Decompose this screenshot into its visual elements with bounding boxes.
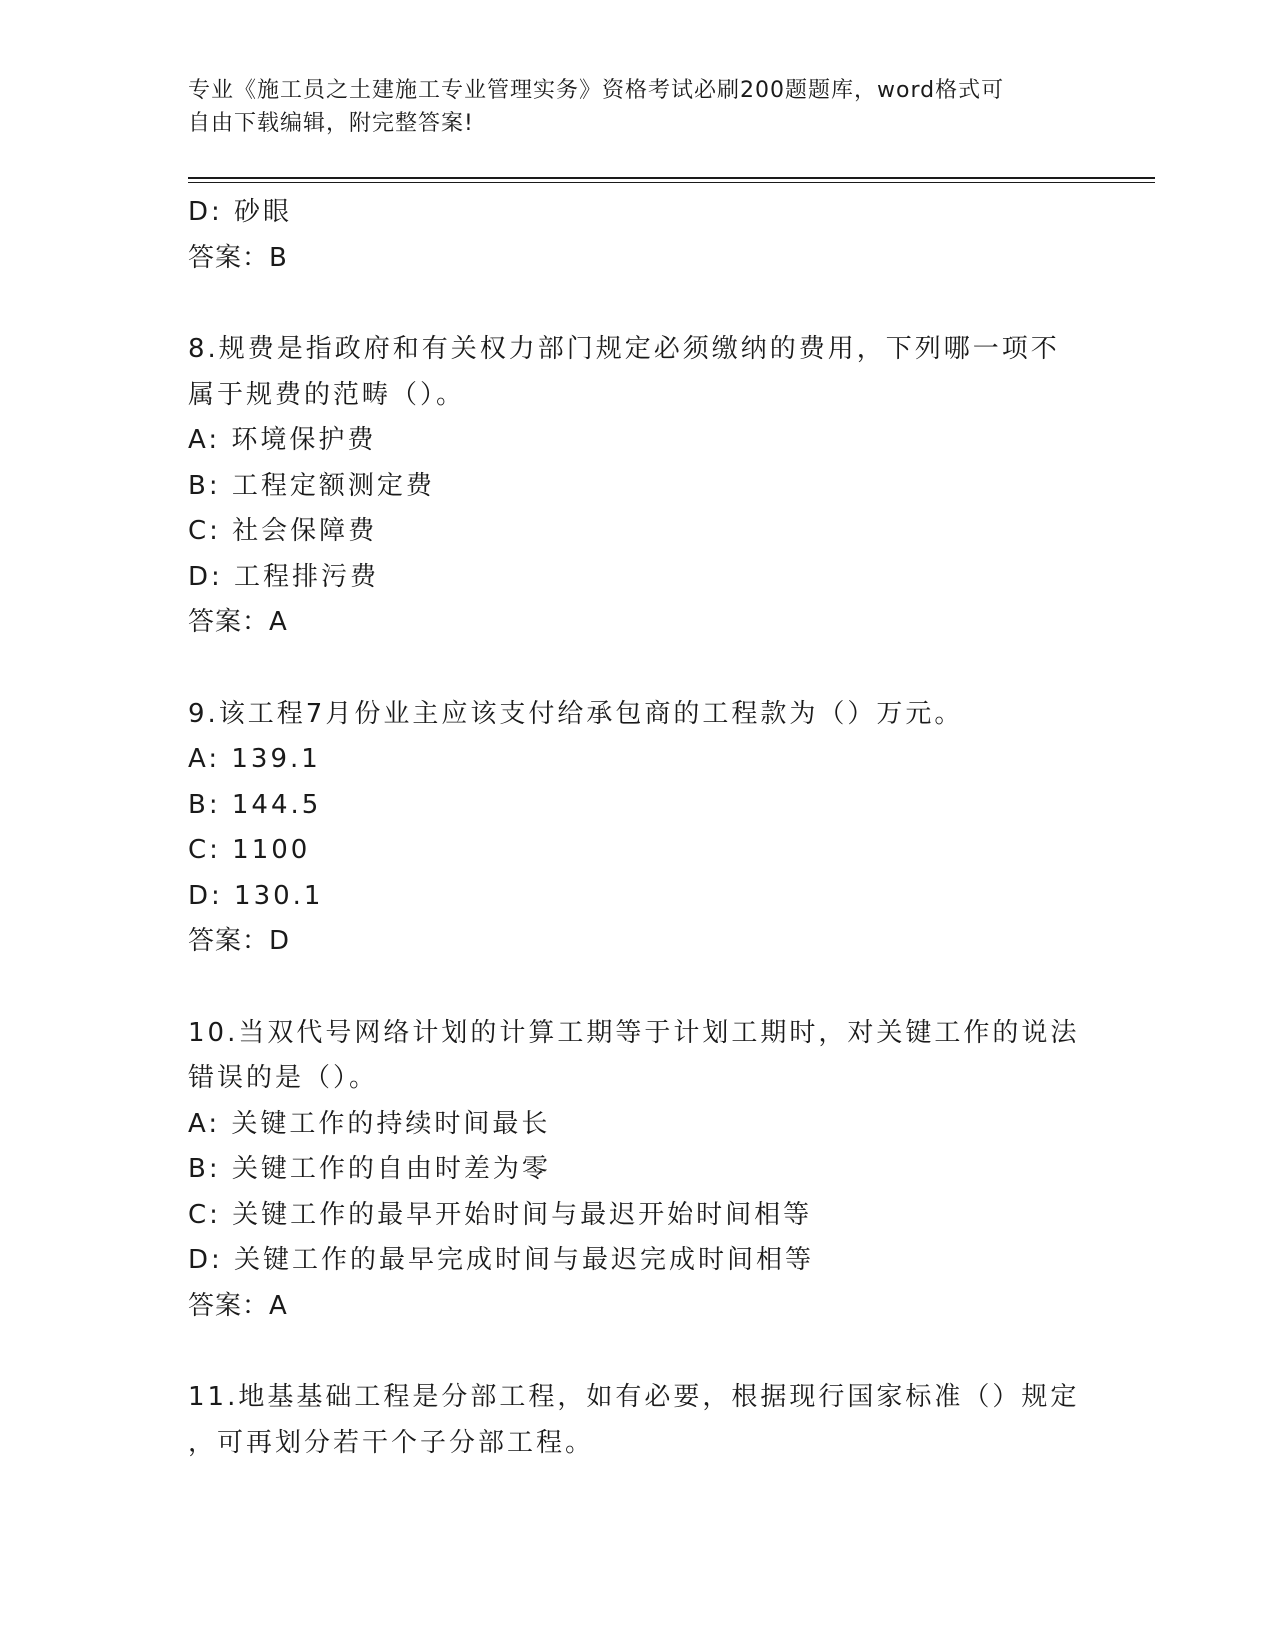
spacer <box>188 965 1088 1011</box>
spacer <box>188 646 1088 692</box>
question-8-option-c: C: 社会保障费 <box>188 516 378 546</box>
question-10-option-b: B: 关键工作的自由时差为零 <box>188 1154 551 1184</box>
question-9-option-c: C: 1100 <box>188 835 311 865</box>
spacer <box>188 1329 1088 1375</box>
header-rule-thin <box>188 182 1155 183</box>
question-8-option-d: D: 工程排污费 <box>188 561 380 592</box>
question-9-title-line-1: 9.该工程7月份业主应该支付给承包商的工程款为（）万元。 <box>188 698 964 729</box>
prev-answer: 答案：B <box>188 242 288 273</box>
document-header <box>188 74 1068 140</box>
question-10-title-line-2: 错误的是（）。 <box>188 1063 379 1093</box>
question-10-option-a: A: 关键工作的持续时间最长 <box>188 1108 551 1139</box>
question-11-title-line-1: 11.地基基础工程是分部工程，如有必要，根据现行国家标准（）规定 <box>188 1382 1080 1412</box>
header-rule-thick <box>188 177 1155 179</box>
header-line-1: 专业《施工员之土建施工专业管理实务》资格考试必刷200题题库，word格式可 <box>188 78 1005 103</box>
question-8-title-line-1: 8.规费是指政府和有关权力部门规定必须缴纳的费用，下列哪一项不 <box>188 334 1060 364</box>
question-9-option-b: B: 144.5 <box>188 789 322 820</box>
question-9-option-a: A: 139.1 <box>188 744 321 774</box>
question-content <box>188 190 1088 1466</box>
spacer <box>188 281 1088 327</box>
prev-option-d: D: 砂眼 <box>188 197 293 227</box>
question-9-option-d: D: 130.1 <box>188 880 324 911</box>
question-9-answer: 答案：D <box>188 926 291 956</box>
header-line-2: 自由下载编辑，附完整答案! <box>188 111 474 136</box>
question-10-option-c: C: 关键工作的最早开始时间与最迟开始时间相等 <box>188 1199 813 1230</box>
question-8-title-line-2: 属于规费的范畴（）。 <box>188 379 466 410</box>
question-11-title-line-2: ，可再划分若干个子分部工程。 <box>188 1427 595 1458</box>
question-8-answer: 答案：A <box>188 607 288 637</box>
question-8-option-b: B: 工程定额测定费 <box>188 470 435 501</box>
question-8-option-a: A: 环境保护费 <box>188 425 377 455</box>
question-10-title-line-1: 10.当双代号网络计划的计算工期等于计划工期时，对关键工作的说法 <box>188 1017 1080 1048</box>
question-10-answer: 答案：A <box>188 1290 288 1321</box>
question-10-option-d: D: 关键工作的最早完成时间与最迟完成时间相等 <box>188 1245 815 1275</box>
